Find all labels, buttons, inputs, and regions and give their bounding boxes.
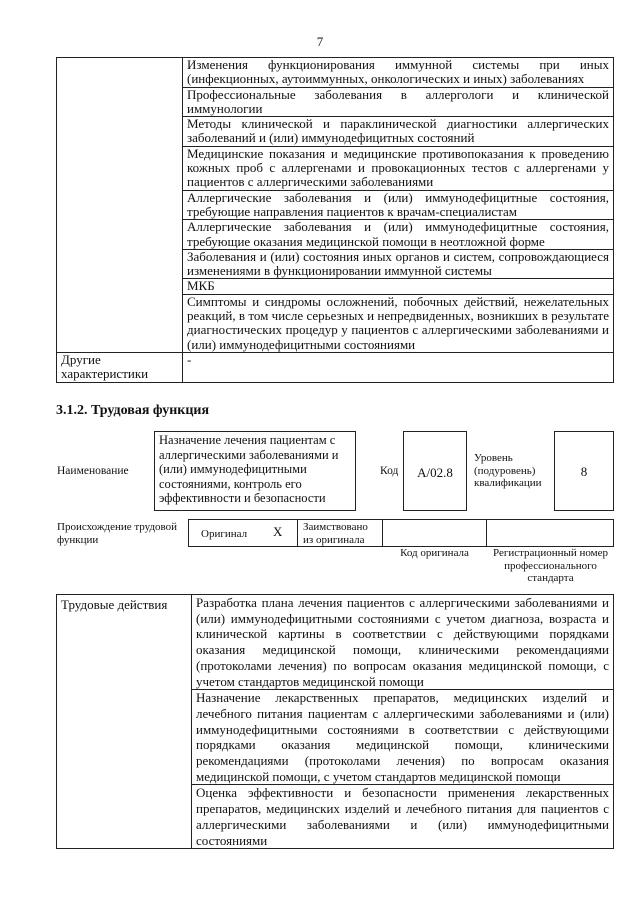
code-original-label: Код оригинала [400,547,469,559]
original-mark: X [273,524,283,539]
table-row: Аллергические заболевания и (или) иммунодефицитные состояния, требующие направления пациентов к врачам-специалистам [183,190,614,220]
labor-actions-table [56,594,614,849]
code-original-box [382,519,487,547]
section-heading: 3.1.2. Трудовая функция [56,403,210,418]
borrowed-box: Заимствовано из оригинала [297,519,383,547]
table-row: Заболевания и (или) состояния иных органов и систем, сопровождающиеся изменениями в функционировании иммунной системы [183,249,614,279]
other-characteristics-label: Другие характеристики [57,352,183,382]
table-row: Медицинские показания и медицинские противопоказания к проведению кожных проб с аллергенами и провокационных тестов с аллергенами у пациентов с аллергическими заболеваниями [183,146,614,190]
level-value-box: 8 [554,431,614,511]
origin-label: Происхождение трудовой функции [57,521,178,546]
table-row: Методы клинической и параклинической диагностики аллергических заболеваний и (или) иммунодефицитных состояний [183,117,614,147]
table-row: Профессиональные заболевания в аллергологи и клинической иммунологии [183,87,614,117]
reg-number-box [486,519,614,547]
original-label: Оригинал [201,528,248,540]
page-number: 7 [316,34,324,49]
code-label: Код [380,465,399,477]
other-characteristics-value: - [183,352,614,382]
table-row: Оценка эффективности и безопасности применения лекарственных препаратов, медицинских изделий и лечебного питания для пациентов с аллергическими заболеваниями и (или) иммунодефицитными состояниями [192,785,614,849]
labor-actions-label: Трудовые действия [57,595,192,849]
table-row: Разработка плана лечения пациентов с аллергическими заболеваниями и (или) иммунодефицитными состояниями с учетом диагноза, возраста и клинической картины в соответствии с действующими порядками оказания медицинской помощи, клиническими рекомендациями (протоколами лечения) по вопросам оказания медицинской помощи, с учетом стандартов медицинской помощи [192,595,614,690]
function-name-box: Назначение лечения пациентам с аллергическими заболеваниями и (или) иммунодефицитными состояниями, контроль его эффективности и безопасности [154,431,356,511]
table-row: Изменения функционирования иммунной системы при иных (инфекционных, аутоиммунных, онкологических и иных) заболеваниях [183,58,614,88]
level-label: Уровень (подуровень) квалификации [474,452,542,489]
name-label: Наименование [57,465,129,477]
knowledge-table [56,57,614,383]
original-box [188,519,298,547]
table-row: Назначение лекарственных препаратов, медицинских изделий и лечебного питания пациентам с аллергическими заболеваниями и (или) иммунодефицитными состояниями в соответствии с действующими порядками оказания медицинской помощи, клиническими рекомендациями (протоколами лечения) по вопросам оказания медицинской помощи, с учетом стандартов медицинской помощи [192,690,614,785]
table-row: Аллергические заболевания и (или) иммунодефицитные состояния, требующие оказания медицинской помощи в неотложной форме [183,220,614,250]
table-row: МКБ [183,279,614,294]
code-value-box: А/02.8 [403,431,467,511]
table-row: Симптомы и синдромы осложнений, побочных действий, нежелательных реакций, в том числе серьезных и непредвиденных, возникших в результате диагностических процедур у пациентов с аллергическими заболеваниями и (или) иммунодефицитными состояниями [183,294,614,352]
table-left-cell [57,58,183,353]
reg-number-label: Регистрационный номер профессионального стандарта [492,547,609,584]
